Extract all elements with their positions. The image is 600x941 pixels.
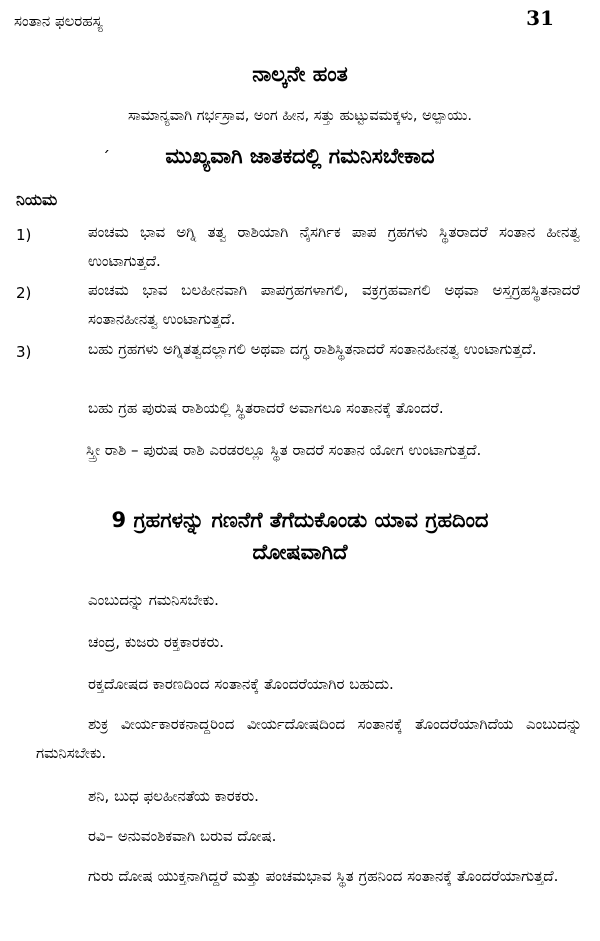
chapter-subtitle: ಸಾಮಾನ್ಯವಾಗಿ ಗರ್ಭಸ್ರಾವ, ಅಂಗ ಹೀನ, ಸತ್ತು ಹುಟ್ಟುವಮಕ್ಕಳು, ಅಲ್ಪಾಯು.: [127, 108, 473, 124]
chapter-title: ನಾಲ್ಕನೇ ಹಂತ: [252, 62, 348, 86]
body-paragraph: ಚಂದ್ರ, ಕುಜರು ರಕ್ತಕಾರಕರು.: [88, 633, 225, 651]
body-paragraph: ಎಂಬುದನ್ನು ಗಮನಿಸಬೇಕು.: [88, 591, 219, 609]
section-heading: ಮುಖ್ಯವಾಗಿ ಜಾತಕದಲ್ಲಿ ಗಮನಿಸಬೇಕಾದ: [165, 144, 435, 168]
body-paragraph: ರಕ್ತದೋಷದ ಕಾರಣದಿಂದ ಸಂತಾನಕ್ಕೆ ತೊಂದರೆಯಾಗಿರ ಬಹುದು.: [88, 675, 394, 693]
second-heading-line1: 9 ಗ್ರಹಗಳನ್ನು ಗಣನೆಗೆ ತೆಗೆದುಕೊಂಡು ಯಾವ ಗ್ರಹದಿಂದ: [111, 508, 489, 532]
rule-followup-text: ಬಹು ಗ್ರಹ ಪುರುಷ ರಾಶಿಯಲ್ಲಿ ಸ್ಥಿತರಾದರೆ ಅವಾಗಲೂ ಸಂತಾನಕ್ಕೆ ತೊಂದರೆ.: [88, 399, 444, 417]
body-paragraph: ಗುರು ದೋಷ ಯುಕ್ತನಾಗಿದ್ದರೆ ಮತ್ತು ಪಂಚಮಭಾವ ಸ್ಥಿತ ಗ್ರಹನಿಂದ ಸಂತಾನಕ್ಕೆ ತೊಂದರೆಯಾಗುತ್ತದೆ.: [88, 867, 559, 885]
running-header-title: ಸಂತಾನ ಫಲರಹಸ್ಯ: [14, 12, 103, 30]
body-paragraph: ಶನಿ, ಬುಧ ಫಲಹೀನತೆಯ ಕಾರಕರು.: [88, 787, 259, 805]
rules-label: ನಿಯಮ: [16, 190, 58, 209]
rule-text: ಬಹು ಗ್ರಹಗಳು ಅಗ್ನಿತತ್ವದಲ್ಲಾಗಲಿ ಅಥವಾ ದಗ್ಧ ರಾಶಿಸ್ಥಿತನಾದರೆ ಸಂತಾನಹೀನತ್ವ ಉಂಟಾಗುತ್ತದೆ.: [88, 340, 537, 358]
ink-mark: ˊ: [102, 148, 110, 167]
body-paragraph: ರವಿ– ಅನುವಂಶಿಕವಾಗಿ ಬರುವ ದೋಷ.: [88, 827, 277, 845]
rule-number: 2): [16, 284, 32, 302]
rule-followup-text: ಸ್ತ್ರೀ ರಾಶಿ – ಪುರುಷ ರಾಶಿ ಎರಡರಲ್ಲೂ ಸ್ಥಿತ ರಾದರೆ ಸಂತಾನ ಯೋಗ ಉಂಟಾಗುತ್ತದೆ.: [86, 441, 482, 459]
second-heading-line2: ದೋಷವಾಗಿದೆ: [252, 540, 348, 564]
rule-number: 3): [16, 343, 32, 361]
page-number: 31: [526, 6, 554, 30]
rule-text: ಪಂಚಮ ಭಾವ ಅಗ್ನಿ ತತ್ವ ರಾಶಿಯಾಗಿ ನೈಸರ್ಗಿಕ ಪಾಪ ಗ್ರಹಗಳು ಸ್ಥಿತರಾದರೆ ಸಂತಾನ ಹೀನತ್ವ ಉಂಟಾಗುತ್ತದೆ.: [88, 223, 580, 270]
body-paragraph: ಶುಕ್ರ ವೀರ್ಯಕಾರಕನಾದ್ದರಿಂದ ವೀರ್ಯದೋಷದಿಂದ ಸಂತಾನಕ್ಕೆ ತೊಂದರೆಯಾಗಿದೆಯ ಎಂಬುದನ್ನು ಗಮನಿಸಬೇಕು.: [36, 715, 582, 762]
rule-number: 1): [16, 226, 32, 244]
rule-text: ಪಂಚಮ ಭಾವ ಬಲಹೀನವಾಗಿ ಪಾಪಗ್ರಹಗಳಾಗಲಿ, ವಕ್ರಗ್ರಹವಾಗಲಿ ಅಥವಾ ಅಸ್ತಗ್ರಹಸ್ಥಿತನಾದರೆ ಸಂತಾನಹೀನತ್ವ ಉಂಟಾಗುತ್ತದೆ.: [88, 281, 580, 328]
